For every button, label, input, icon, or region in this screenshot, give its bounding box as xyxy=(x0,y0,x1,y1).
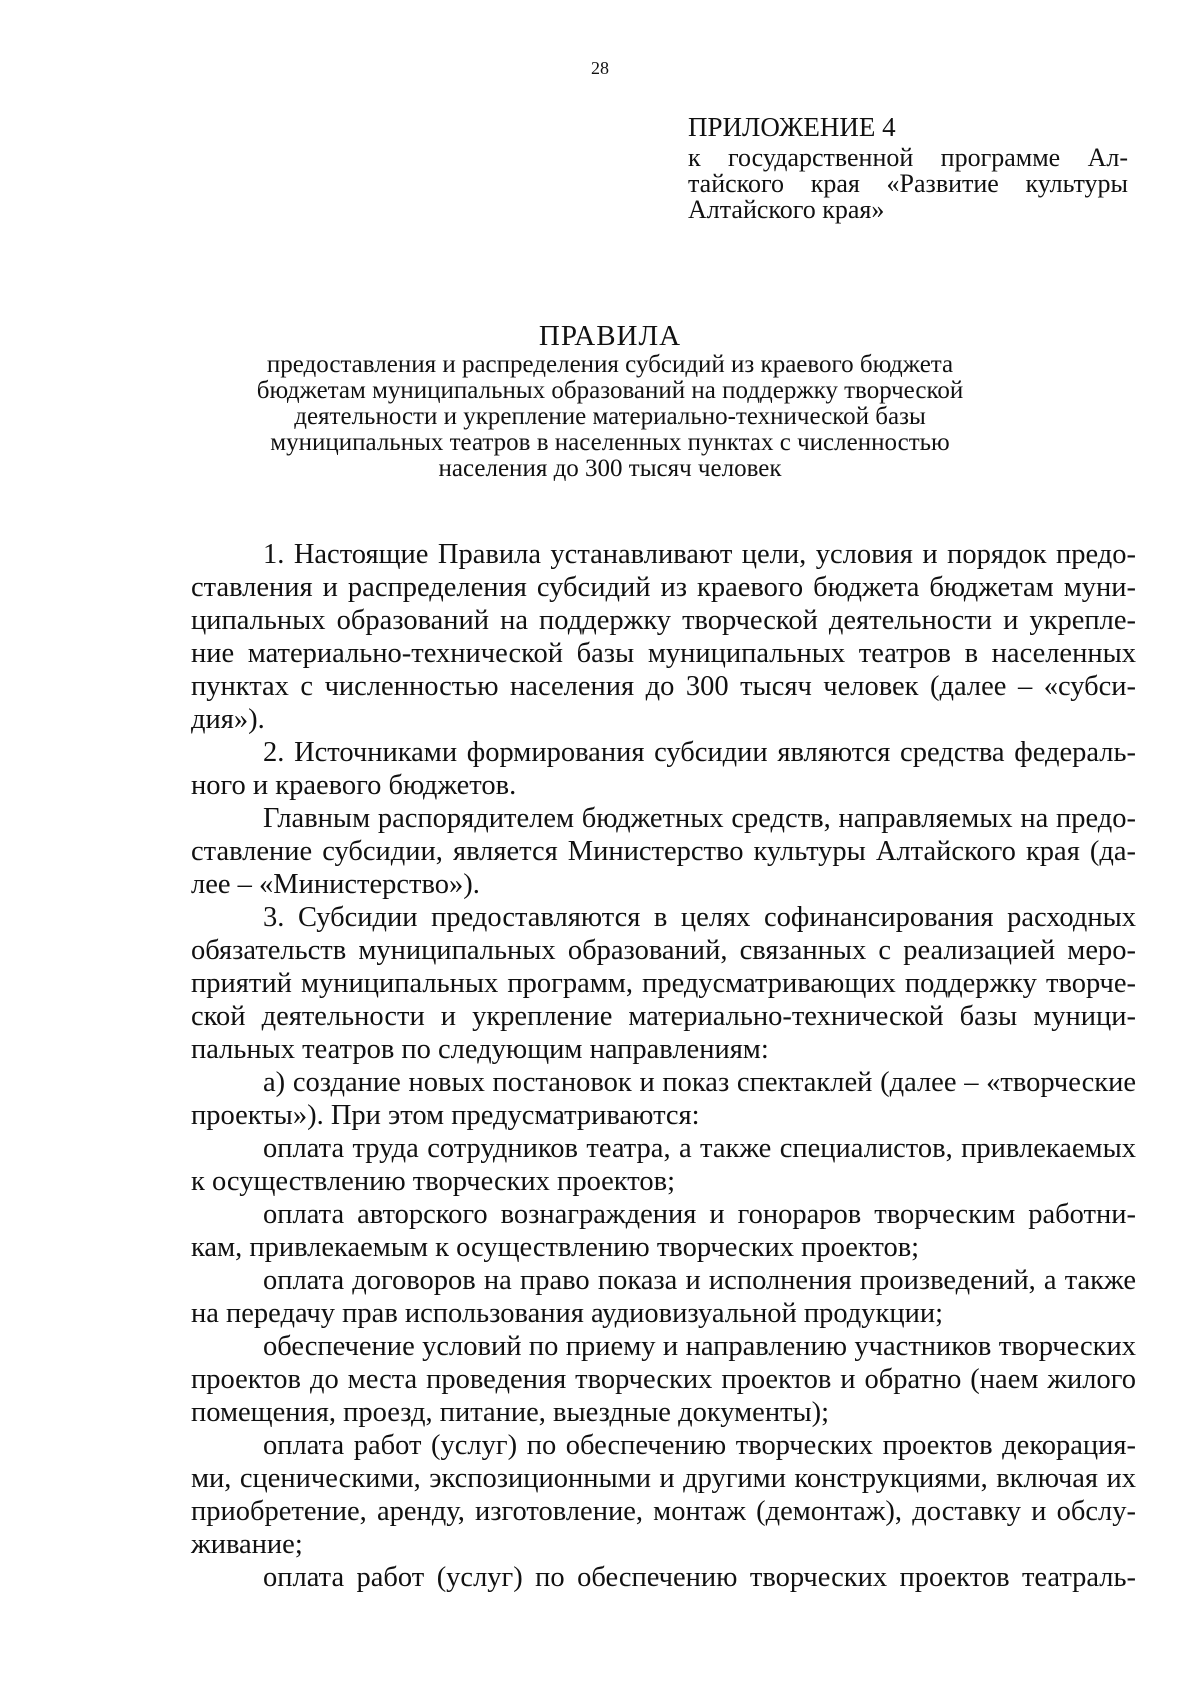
appendix-line: Алтайского края» xyxy=(688,195,885,224)
subitem-a-line: а) создание новых постановок и показ спектаклей (далее – «творческие xyxy=(263,1067,1136,1098)
paragraph-2-line: ного и краевого бюджетов. xyxy=(191,770,517,801)
list-entry-line: оплата работ (услуг) по обеспечению творческих проектов декорация- xyxy=(263,1430,1136,1461)
paragraph-1-line: ние материально-технической базы муниципальных театров в населенных xyxy=(191,638,1136,669)
list-entry-line: проектов до места проведения творческих проектов и обратно (наем жилого xyxy=(191,1364,1136,1395)
paragraph-1-line: 1. Настоящие Правила устанавливают цели, условия и порядок предо- xyxy=(263,539,1136,570)
paragraph-3-line: ской деятельности и укрепление материально-технической базы муници- xyxy=(191,1001,1136,1032)
list-entry-line: помещения, проезд, питание, выездные документы); xyxy=(191,1397,830,1428)
paragraph-1-line: дия»). xyxy=(191,704,265,735)
paragraph-2-line: 2. Источниками формирования субсидии являются средства федераль- xyxy=(263,737,1136,768)
list-entry-line: ми, сценическими, экспозиционными и другими конструкциями, включая их xyxy=(191,1463,1136,1494)
list-entry-line: живание; xyxy=(191,1529,303,1560)
list-entry-line: на передачу прав использования аудиовизуальной продукции; xyxy=(191,1298,944,1329)
body-text xyxy=(191,538,1136,1594)
appendix-heading xyxy=(688,112,1128,223)
list-entry-line: оплата труда сотрудников театра, а также специалистов, привлекаемых xyxy=(263,1133,1136,1164)
paragraph-1-line: пунктах с численностью населения до 300 тысяч человек (далее – «субси- xyxy=(191,671,1136,702)
paragraph-3-line: пальных театров по следующим направлениям: xyxy=(191,1034,769,1065)
subitem-a-line: проекты»). При этом предусматриваются: xyxy=(191,1100,700,1131)
paragraph-3-line: 3. Субсидии предоставляются в целях софинансирования расходных xyxy=(263,902,1136,933)
list-entry-line: обеспечение условий по приему и направлению участников творческих xyxy=(263,1331,1136,1362)
rules-subtitle-line: предоставления и распределения субсидий из краевого бюджета xyxy=(266,351,954,378)
appendix-line: тайского края «Развитие культуры xyxy=(688,169,1128,198)
appendix-line: к государственной программе Ал- xyxy=(688,143,1128,172)
list-entry-line: кам, привлекаемым к осуществлению творческих проектов; xyxy=(191,1232,920,1263)
paragraph-3-line: приятий муниципальных программ, предусматривающих поддержку творче- xyxy=(191,968,1136,999)
rules-subtitle-line: населения до 300 тысяч человек xyxy=(438,455,782,482)
appendix-title: ПРИЛОЖЕНИЕ 4 xyxy=(688,112,896,142)
paragraph-2b-line: Главным распорядителем бюджетных средств, направляемых на предо- xyxy=(263,803,1136,834)
list-entry-line: оплата работ (услуг) по обеспечению творческих проектов театраль- xyxy=(263,1562,1136,1593)
list-entry-line: оплата договоров на право показа и исполнения произведений, а также xyxy=(263,1265,1136,1296)
paragraph-1-line: ставления и распределения субсидий из краевого бюджета бюджетам муни- xyxy=(191,572,1136,603)
list-entry-line: к осуществлению творческих проектов; xyxy=(191,1166,675,1197)
rules-subtitle-line: муниципальных театров в населенных пунктах с численностью xyxy=(270,429,950,456)
rules-heading xyxy=(180,320,1040,482)
paragraph-2b-line: лее – «Министерство»). xyxy=(191,869,480,900)
rules-title: ПРАВИЛА xyxy=(538,320,682,352)
rules-subtitle-line: бюджетам муниципальных образований на поддержку творческой xyxy=(256,377,964,404)
paragraph-2b-line: ставление субсидии, является Министерство культуры Алтайского края (да- xyxy=(191,836,1136,867)
rules-subtitle-line: деятельности и укрепление материально-технической базы xyxy=(294,403,926,430)
paragraph-3-line: обязательств муниципальных образований, связанных с реализацией меро- xyxy=(191,935,1136,966)
list-entry-line: оплата авторского вознаграждения и гонораров творческим работни- xyxy=(263,1199,1136,1230)
paragraph-1-line: ципальных образований на поддержку творческой деятельности и укрепле- xyxy=(191,605,1136,636)
list-entry-line: приобретение, аренду, изготовление, монтаж (демонтаж), доставку и обслу- xyxy=(191,1496,1136,1527)
page-number: 28 xyxy=(591,58,609,78)
